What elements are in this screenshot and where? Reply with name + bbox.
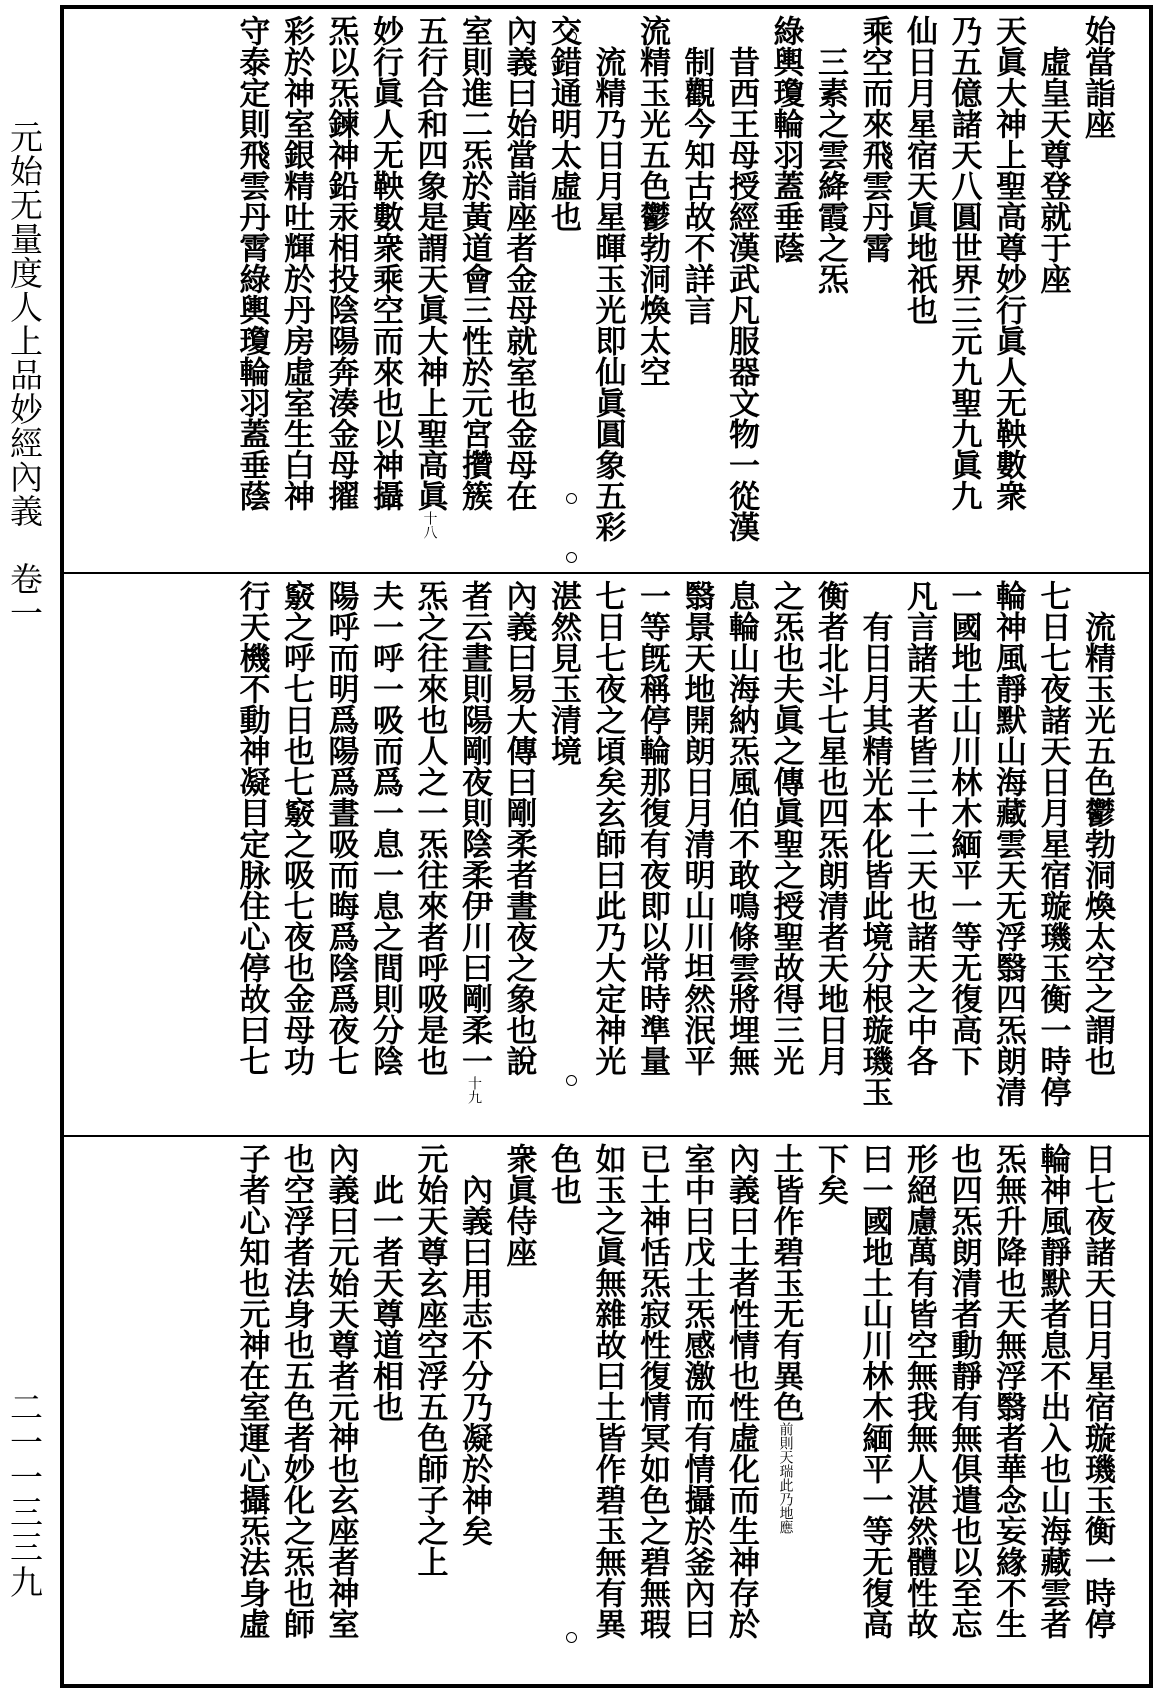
- text-column: 虛皇天尊登就于座: [1034, 46, 1071, 294]
- margin-book-title: 元始无量度人上品妙經內義 卷一: [5, 120, 44, 630]
- text-column: 也四炁朗清者動靜有無俱遣也以至忘: [945, 1143, 982, 1639]
- text-column: 妙行眞人无鞅數衆乘空而來也以神攝: [367, 15, 403, 511]
- text-column: 衆眞侍座: [500, 1143, 537, 1267]
- text-column: 彩於神室銀精吐輝於丹房虛室生白神: [278, 15, 314, 511]
- text-column: 內義曰易大傳曰剛柔者晝夜之象也說: [500, 580, 537, 1076]
- text-column: 天眞大神上聖高尊妙行眞人无鞅數衆: [990, 15, 1026, 511]
- text-panel-middle: [64, 572, 1149, 1135]
- text-column: 一等旣稱停輪那復有夜即以常時準量: [634, 580, 670, 1076]
- interlinear-note: 前則天瑞此乃地應: [777, 1422, 794, 1534]
- text-column: 之炁也夫眞之傳眞聖之授聖故得三光: [767, 580, 804, 1076]
- text-column: 湛然見玉清境: [545, 580, 581, 766]
- text-column: 流精乃日月星暉玉光即仙眞圓象五彩: [589, 46, 626, 542]
- text-column: [452, 580, 497, 1135]
- text-column: 翳景天地開朗日月清明山川坦然泯平: [678, 580, 715, 1076]
- text-column: 輪神風靜默山海藏雲天无浮翳四炁朗清: [990, 580, 1026, 1107]
- text-column: 曰一國地土山川林木緬平一等无復高: [856, 1143, 893, 1639]
- punctuation-circle: [566, 31, 577, 42]
- text-column: 昔西王母授經漢武凡服器文物一從漢: [723, 46, 759, 542]
- text-column: 流精玉光五色鬱勃洞煥太空: [634, 15, 670, 387]
- text-panel-bottom: [64, 1135, 1149, 1684]
- text-column: 此一者天尊道相也: [367, 1174, 403, 1422]
- text-column: 制觀今知古故不詳言: [678, 46, 715, 325]
- text-column: 夫一呼一吸而爲一息一息之間則分陰: [367, 580, 403, 1076]
- interlinear-note: 十八: [421, 511, 438, 539]
- punctuation-circle: [566, 1075, 577, 1086]
- text-column: 流精玉光五色鬱勃洞煥太空之謂也: [1079, 611, 1115, 1076]
- text-column: 綠輿瓊輪羽蓋垂蔭: [767, 15, 804, 263]
- text-column: 內義曰土者性情也性虛化而生神存於: [723, 1143, 759, 1639]
- text-column: [407, 15, 452, 572]
- text-column: 內義曰始當詣座者金母就室也金母在: [500, 15, 537, 511]
- column-text: 者云晝則陽剛夜則陰柔伊川曰剛柔一: [456, 580, 492, 1076]
- interlinear-note: 十九: [466, 1076, 482, 1104]
- text-column: 衡者北斗七星也四炁朗清者天地日月: [812, 580, 848, 1076]
- text-column: 子者心知也元神在室運心攝炁法身虛: [233, 1143, 270, 1639]
- punctuation-circle: [566, 1632, 577, 1643]
- text-column: 輪神風靜默者息不出入也山海藏雲者: [1034, 1143, 1071, 1639]
- text-column: 室中曰戊土炁感激而有情攝於釜內曰: [678, 1143, 715, 1639]
- punctuation-circle: [566, 552, 577, 563]
- column-text: 土皆作碧玉无有異色: [767, 1143, 804, 1422]
- page-frame: [60, 5, 1153, 1688]
- text-column: 守泰定則飛雲丹霄綠輿瓊輪羽蓋垂蔭: [233, 15, 270, 511]
- text-column: 下矣: [812, 1143, 848, 1205]
- text-column: 也空浮者法身也五色者妙化之炁也師: [278, 1143, 314, 1639]
- punctuation-circle: [566, 493, 577, 504]
- text-column: 如玉之眞無雜故曰土皆作碧玉無有異: [589, 1143, 626, 1639]
- text-column: 始當詣座: [1079, 15, 1115, 139]
- text-column: 炁無升降也天無浮翳者華念妄緣不生: [990, 1143, 1026, 1639]
- text-column: 內義曰用志不分乃凝於神矣: [456, 1174, 492, 1546]
- text-column: 室則進二炁於黃道會三性於元宮攢簇: [456, 15, 492, 511]
- text-column: 炁以炁鍊神鉛汞相投陰陽奔湊金母擢: [322, 15, 359, 511]
- text-column: 色也: [545, 1143, 581, 1205]
- text-column: 乃五億諸天八圓世界三元九聖九眞九: [945, 15, 982, 511]
- text-column: 息輪山海納炁風伯不敢鳴條雲將埋無: [723, 580, 759, 1076]
- text-column: 行天機不動神凝目定脉住心停故曰七: [233, 580, 270, 1076]
- text-column: 竅之呼七日也七竅之吸七夜也金母功: [278, 580, 314, 1076]
- text-panel-top: [64, 9, 1149, 572]
- text-column: 有日月其精光本化皆此境分根璇璣玉: [856, 611, 893, 1107]
- text-column: [763, 1143, 808, 1684]
- text-column: 三素之雲絳霞之炁: [812, 46, 848, 294]
- margin-page-number: 二一一三三九: [5, 1390, 44, 1600]
- text-column: 內義曰元始天尊者元神也玄座者神室: [322, 1143, 359, 1639]
- text-column: 已土神恬炁寂性復情冥如色之碧無瑕: [634, 1143, 670, 1639]
- text-column: 元始天尊玄座空浮五色師子之上: [411, 1143, 448, 1577]
- text-column: 乘空而來飛雲丹霄: [856, 15, 893, 263]
- text-column: 交錯通明太虛也: [545, 15, 581, 232]
- text-column: 仙日月星宿天眞地祇也: [901, 15, 937, 325]
- text-column: 陽呼而明爲陽爲晝吸而晦爲陰爲夜七: [322, 580, 359, 1076]
- text-column: 七日七夜之頃矣玄師曰此乃大定神光: [589, 580, 626, 1076]
- text-column: 一國地土山川林木緬平一等无復高下: [945, 580, 982, 1076]
- text-column: 形絕慮萬有皆空無我無人湛然體性故: [901, 1143, 937, 1639]
- column-text: 五行合和四象是謂天眞大神上聖高眞: [411, 15, 448, 511]
- text-column: 日七夜諸天日月星宿璇璣玉衡一時停: [1079, 1143, 1115, 1639]
- text-column: 凡言諸天者皆三十二天也諸天之中各: [901, 580, 937, 1076]
- text-column: 炁之往來也人之一炁往來者呼吸是也: [411, 580, 448, 1076]
- text-column: 七日七夜諸天日月星宿璇璣玉衡一時停: [1034, 580, 1071, 1107]
